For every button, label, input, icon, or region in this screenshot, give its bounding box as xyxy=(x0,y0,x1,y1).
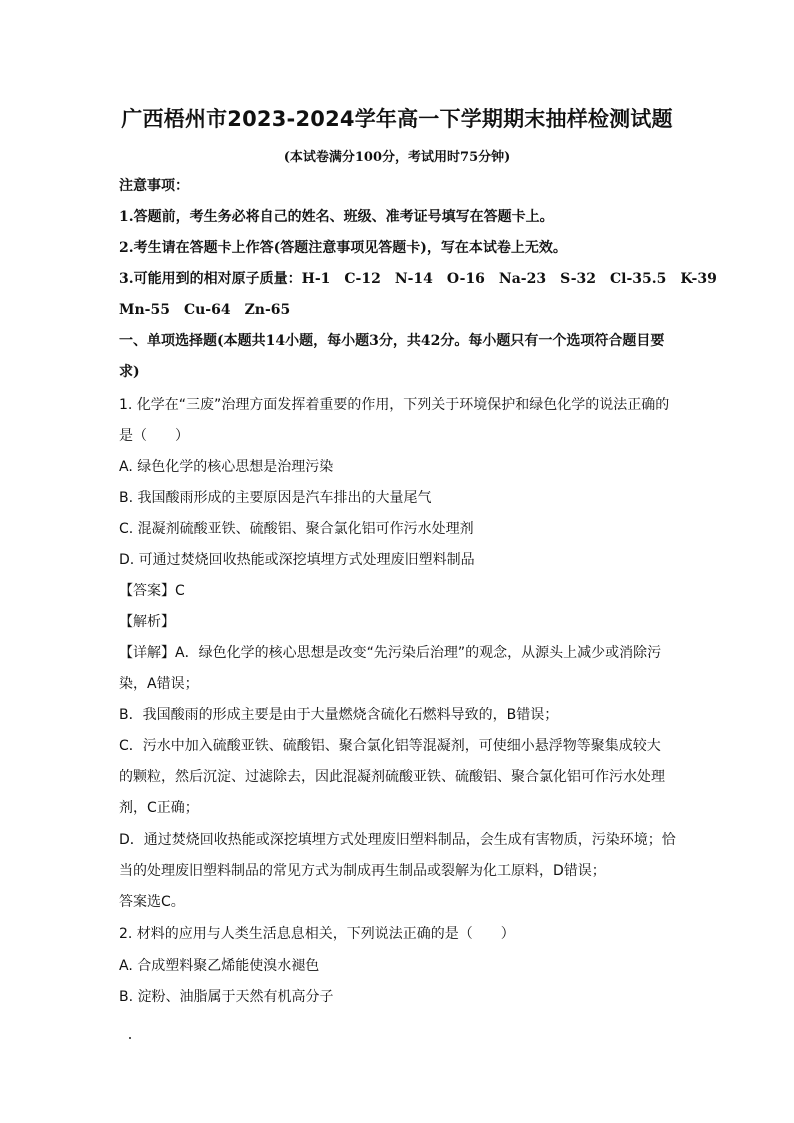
detail-line: 的颗粒，然后沉淀、过滤除去，因此混凝剂硫酸亚铁、硫酸铝、聚合氯化铝可作污水处理 xyxy=(119,769,665,785)
document-title: 广西梧州市2023-2024学年高一下学期期末抽样检测试题 xyxy=(121,107,673,131)
question-stem: 是（ ） xyxy=(119,428,189,444)
note-line: Mn-55 Cu-64 Zn-65 xyxy=(119,302,291,318)
option-b: B. 我国酸雨形成的主要原因是汽车排出的大量尾气 xyxy=(119,490,432,506)
option-c: C. 混凝剂硫酸亚铁、硫酸铝、聚合氯化铝可作污水处理剂 xyxy=(119,521,474,537)
section-heading: 求) xyxy=(119,364,140,380)
note-line: 2.考生请在答题卡上作答(答题注意事项见答题卡)，写在本试卷上无效。 xyxy=(119,240,567,256)
option-b: B. 淀粉、油脂属于天然有机高分子 xyxy=(119,989,334,1005)
option-a: A. 合成塑料聚乙烯能使溴水褪色 xyxy=(119,958,320,974)
detail-line: 剂，C正确； xyxy=(119,800,199,816)
detail-line: B．我国酸雨的形成主要是由于大量燃烧含硫化石燃料导致的，B错误； xyxy=(119,707,559,723)
option-a: A. 绿色化学的核心思想是治理污染 xyxy=(119,459,334,475)
detail-line: D．通过焚烧回收热能或深挖填埋方式处理废旧塑料制品，会生成有害物质，污染环境；恰 xyxy=(119,832,676,848)
question-stem: 2. 材料的应用与人类生活息息相关，下列说法正确的是（ ） xyxy=(119,926,515,942)
analysis-label: 【解析】 xyxy=(119,614,175,630)
notes-heading: 注意事项： xyxy=(119,178,189,194)
detail-line: 染，A错误； xyxy=(119,676,199,692)
section-heading: 一、单项选择题(本题共14小题，每小题3分，共42分。每小题只有一个选项符合题目要 xyxy=(119,333,665,349)
stray-mark xyxy=(129,1037,131,1039)
question-stem: 1. 化学在“三废”治理方面发挥着重要的作用，下列关于环境保护和绿色化学的说法正确的 xyxy=(119,397,670,413)
detail-line: C．污水中加入硫酸亚铁、硫酸铝、聚合氯化铝等混凝剂，可使细小悬浮物等聚集成较大 xyxy=(119,738,661,754)
answer-line: 【答案】C xyxy=(119,583,185,599)
note-line: 3.可能用到的相对原子质量：H-1 C-12 N-14 O-16 Na-23 S-32 Cl-35.5 K-39 xyxy=(119,271,717,287)
document-subtitle: (本试卷满分100分，考试用时75分钟) xyxy=(283,150,511,165)
detail-line: 【详解】A．绿色化学的核心思想是改变“先污染后治理”的观念，从源头上减少或消除污 xyxy=(119,645,662,661)
detail-line: 答案选C。 xyxy=(119,894,185,910)
option-d: D. 可通过焚烧回收热能或深挖填埋方式处理废旧塑料制品 xyxy=(119,552,475,568)
note-line: 1.答题前，考生务必将自己的姓名、班级、准考证号填写在答题卡上。 xyxy=(119,209,554,225)
detail-line: 当的处理废旧塑料制品的常见方式为制成再生制品或裂解为化工原料，D错误； xyxy=(119,863,606,879)
